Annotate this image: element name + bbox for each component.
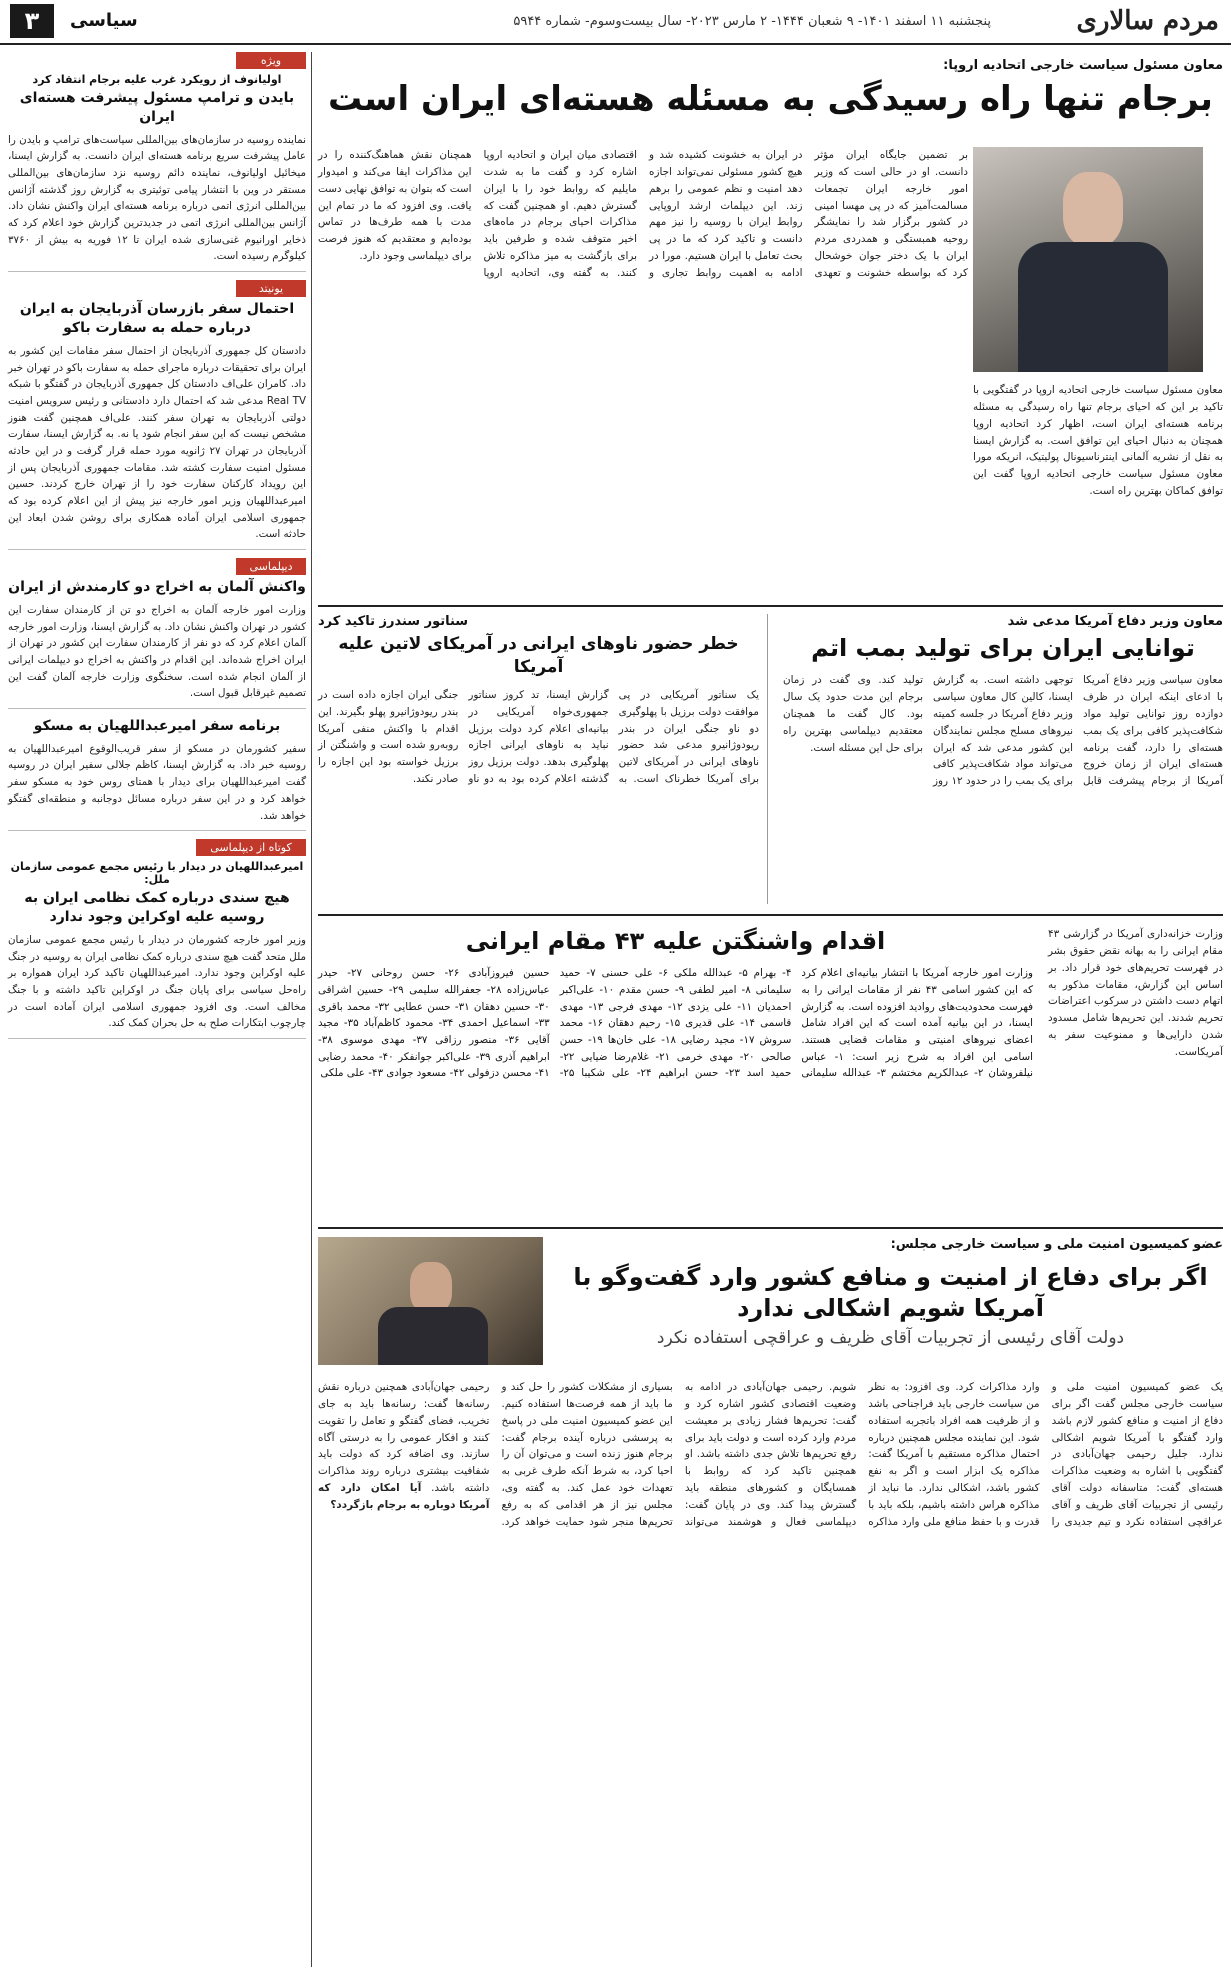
article-body: وزارت امور خارجه آلمان به اخراج دو تن از کارمندان سفارت این کشور در تهران واکنش نشان داد. به گزارش ایسنا، وزارت امور خارجه آلمان اعلام کرد که دو نفر از کارمندان سفارت این کشور در تهران از ایران اخراج شده‌اند. این اقدام در واکنش به اخراج دو دیپلمات ایرانی از آلمان انجام شده است. سخنگوی وزارت خارجه آلمان گفت این تصمیم غیرقابل قبول است. — [8, 603, 306, 700]
question: آیا امکان دارد که آمریکا دوباره به برجام بازگردد؟ — [318, 1482, 490, 1511]
kicker: اولیانوف از رویکرد غرب علیه برجام انتقاد کرد — [32, 73, 282, 86]
article-body: بر تضمین جایگاه ایران مؤثر دانست. او در حالی است که وزیر امور خارجه ایران تجمعات مسالمت‌آمیز که در پی مهسا امینی در کشور برگزار شد را نمایشگر روحیه همبستگی و همدردی مردم ایران با یک دختر جوان خوشحال کرد که بواسطه خشونت و تعهدی در ایران به خشونت کشیده شد و هیچ کشور مسئولی نمی‌تواند اجازه دهد امنیت و نظم عمومی را برهم زند. این دیپلمات ارشد اروپایی روابط ایران با روسیه را نیز مهم دانست و تاکید کرد که ما در پی بحث تعامل با ایران هستیم. مورا در ادامه به اهمیت روابط تجاری و اقتصادی میان ایران و اتحادیه اروپا اشاره کرد و گفت ما به شدت مایلیم که روابط خود را با ایران گسترش دهیم. او همچنین گفت که مذاکرات احیای برجام در ماه‌های اخیر متوقف شده و طرفین باید برای بازگشت به میز مذاکره تلاش کنند. به گفته وی، اتحادیه اروپا همچنان نقش هماهنگ‌کننده را در این مذاکرات ایفا می‌کند و امیدوار است که بتوان به توافق نهایی دست یافت. وی افزود که ما در تمام این مدت با همه طرف‌ها در تماس بوده‌ایم و معتقدیم که هنوز فرصت برای دیپلماسی وجود دارد. — [318, 149, 968, 279]
kicker: معاون مسئول سیاست خارجی اتحادیه اروپا: — [943, 58, 1223, 73]
headline: توانایی ایران برای تولید بمب اتم — [811, 634, 1195, 662]
section-tag: کوتاه از دیپلماسی — [196, 839, 306, 856]
names-list: ۱- عباس نیلفروشان ۲- عبدالکریم مختشم ۳- عبدالله سلیمانی ۴- بهرام ۵- عبدالله ملکی ۶- علی حسنی ۷- حمید سلیمانی ۸- امیر لطفی ۹- حسن مقدم ۱۰- علی‌اکبر احمدیان ۱۱- علی یزدی ۱۲- مهدی فرجی ۱۳- مهدی قاسمی ۱۴- علی قدیری ۱۵- رحیم دهقان ۱۶- محمد سروش ۱۷- مجید رضایی ۱۸- علی خان‌ها ۱۹- حسن صالحی ۲۰- مهدی خرمی ۲۱- غلام‌رضا ضیایی ۲۲- حمید اسد ۲۳- حسن ابراهیم ۲۴- علی شکیبا ۲۵- حسین فیروزآبادی ۲۶- حسن روحانی ۲۷- حیدر عباس‌زاده ۲۸- جعفرالله سلیمی ۲۹- حسین اشراقی ۳۰- حسین دهقان ۳۱- حسن عطایی ۳۲- محمد باقری ۳۳- اسماعیل احمدی ۳۴- محمود کاظم‌آباد ۳۵- مجید آقایی ۳۶- منصور رزاقی ۳۷- مهدی موسوی ۳۸- ابراهیم آذری ۳۹- علی‌اکبر جوانفکر ۴۰- محمد رضایی ۴۱- محسن دزفولی ۴۲- مسعود جوادی ۴۳- علی ملکی — [318, 967, 1033, 1080]
article-body: معاون سیاسی وزیر دفاع آمریکا با ادعای اینکه ایران در ظرف دوازده روز توانایی تولید مواد شکافت‌پذیر کافی برای یک بمب هسته‌ای را دارد، گفت برنامه هسته‌ای ایران از زمان خروج آمریکا از برجام پیشرفت قابل توجهی داشته است. به گزارش ایسنا، کالین کال معاون سیاسی وزیر دفاع آمریکا در جلسه کمیته نیروهای مسلح مجلس نمایندگان این کشور مدعی شد که ایران می‌تواند مواد شکافت‌پذیر کافی برای یک بمب را در حدود ۱۲ روز تولید کند. وی گفت در زمان برجام این مدت حدود یک سال بود. کال گفت ما همچنان معتقدیم دیپلماسی بهترین راه برای حل این مسئله است. — [783, 674, 1223, 788]
sidebar-item-germany — [8, 558, 306, 709]
kicker: عضو کمیسیون امنیت ملی و سیاست خارجی مجلس: — [890, 1237, 1223, 1252]
lead-story — [318, 52, 1223, 607]
article-body: نماینده روسیه در سازمان‌های بین‌المللی سیاست‌های ترامپ و بایدن را عامل پیشرفت سریع برنامه هسته‌ای ایران دانست. به گزارش ایسنا، میخائیل اولیانوف، نماینده دائم روسیه نزد سازمان‌های بین‌المللی مستقر در وین با انتشار پیامی توئیتری به گزارش روز گذشته آژانس بین‌المللی انرژی اتمی درباره برنامه هسته‌ای ایران واکنش نشان داد. آژانس بین‌المللی انرژی اتمی در جدیدترین گزارش خود اعلام کرد که ذخایر اورانیوم غنی‌سازی شده ایران تا ۱۲ فوریه به بیش از ۳۷۶۰ کیلوگرم رسیده است. — [8, 133, 306, 263]
story-sanctions — [318, 914, 1223, 1214]
article-body: دادستان کل جمهوری آذربایجان از احتمال سفر مقامات این کشور به ایران برای تحقیقات درباره ماجرای حمله به سفارت باکو در تهران خبر داد. کامران علی‌اف دادستان کل جمهوری آذربایجان در گفتگو با شبکه Real TV مدعی شد که احتمال دارد دادستانی و رئیس سرویس امنیت دولتی آذربایجان به تهران سفر کنند. علی‌اف همچنین گفت هنوز مشخص نیست که این سفر انجام شود یا نه. به گزارش ایسنا، سفارت آذربایجان در تهران ۲۷ ژانویه مورد حمله قرار گرفت و در این حادثه مسئول امنیت سفارت کشته شد. مقامات جمهوری آذربایجان پس از این رویداد کارکنان سفارت خود را از تهران خارج کردند. حسین امیرعبداللهیان وزیر امور خارجه نیز پیش از این اعلام کرده بود که جمهوری اسلامی ایران آماده همکاری برای روشن شدن ابعاد این حادثه است. — [8, 344, 306, 541]
kicker: معاون وزیر دفاع آمریکا مدعی شد — [1007, 614, 1223, 629]
story-interview — [318, 1227, 1223, 1967]
second-row — [318, 614, 1223, 909]
headline: برجام تنها راه رسیدگی به مسئله هسته‌ای ایران است — [328, 79, 1213, 119]
column-divider — [311, 52, 312, 1967]
section-tag: یونیتد — [236, 280, 306, 297]
intro-text: وزارت امور خارجه آمریکا با انتشار بیانیه‌ای اعلام کرد که این کشور اسامی ۴۳ نفر از مقامات ایرانی را به فهرست محدودیت‌های روادید افزوده است. به گزارش ایسنا، در این بیانیه آمده است که این افراد شامل اعضای نیروهای امنیتی و مقامات قضایی هستند. اسامی این افراد به شرح زیر است: — [801, 967, 1034, 1063]
sidebar-item-ulyanov — [8, 52, 306, 272]
headline: واکنش آلمان به اخراج دو کارمندش از ایران — [8, 579, 306, 595]
interview-head — [558, 1237, 1223, 1348]
kicker: سناتور سندرز تاکید کرد — [318, 614, 469, 629]
sidebar-item-azerbaijan — [8, 280, 306, 550]
photo-rahimi — [318, 1237, 543, 1365]
headline: اگر برای دفاع از امنیت و منافع کشور وارد گفت‌وگو با آمریکا شویم اشکالی ندارد — [573, 1263, 1208, 1323]
body-text: یک عضو کمیسیون امنیت ملی و سیاست خارجی مجلس گفت اگر برای دفاع از امنیت و منافع کشور لازم باشد وارد گفتگو با آمریکا شویم اشکالی ندارد. جلیل رحیمی جهان‌آبادی در گفتگویی با اشاره به وضعیت مذاکرات هسته‌ای گفت: متاسفانه دولت آقای رئیسی از تجربیات آقای ظریف و آقای عراقچی استفاده نکرد و تیم جدیدی را وارد مذاکرات کرد. وی افزود: به نظر من سیاست خارجی باید فراجناحی باشد و از ظرفیت همه افراد باتجربه استفاده شود. این نماینده مجلس همچنین درباره احتمال مذاکره مستقیم با آمریکا گفت: مذاکره یک ابزار است و اگر به نفع کشور باشد، اشکالی ندارد. ما نباید از مذاکره هراس داشته باشیم، بلکه باید با قدرت و با حفظ منافع ملی وارد مذاکره شویم. رحیمی جهان‌آبادی در ادامه به وضعیت اقتصادی کشور اشاره کرد و گفت: تحریم‌ها فشار زیادی بر معیشت مردم وارد کرده است و دولت باید برای رفع تحریم‌ها تلاش جدی داشته باشد. او همچنین تاکید کرد که روابط با همسایگان و کشورهای منطقه باید گسترش پیدا کند. وی در پایان گفت: دیپلماسی فعال و هوشمند می‌تواند بسیاری از مشکلات کشور را حل کند و ما باید از همه فرصت‌ها استفاده کنیم. این عضو کمیسیون امنیت ملی در پاسخ به پرسشی درباره آینده برجام گفت: برجام هنوز زنده است و می‌توان آن را احیا کرد، به شرط آنکه طرف غربی به تعهدات خود عمل کند. به گفته وی، مجلس نیز از هر اقدامی که به رفع تحریم‌ها منجر شود حمایت خواهد کرد. رحیمی جهان‌آبادی همچنین درباره نقش رسانه‌ها گفت: رسانه‌ها باید به جای تخریب، فضای گفتگو و تعامل را تقویت کنند و افکار عمومی را به درستی آگاه سازند. وی اضافه کرد که دولت باید شفافیت بیشتری درباره روند مذاکرات داشته باشد. — [318, 1381, 1223, 1528]
photo-enrique-mora — [973, 147, 1203, 372]
article-body — [318, 1379, 1223, 1964]
article-body: وزیر امور خارجه کشورمان در دیدار با رئیس مجمع عمومی سازمان ملل متحد گفت هیچ سندی درباره کمک نظامی ایران به روسیه در جنگ علیه اوکراین وجود ندارد. امیرعبداللهیان تاکید کرد ایران همواره بر راه‌حل سیاسی برای پایان جنگ در اوکراین تاکید داشته و با جنگ مخالف است. وی افزود جمهوری اسلامی ایران آماده است در چارچوب ابتکارات صلح به حل بحران کمک کند. — [8, 933, 306, 1030]
kicker: امیرعبداللهیان در دیدار با رئیس مجمع عمومی سازمان ملل: — [10, 860, 304, 887]
headline: بایدن و ترامپ مسئول پیشرفت هسته‌ای ایران — [19, 90, 295, 125]
headline: خطر حضور ناوهای ایرانی در آمریکای لاتین علیه آمریکا — [338, 634, 739, 677]
sidebar-text: وزارت خزانه‌داری آمریکا در گزارشی ۴۳ مقام ایرانی را به بهانه نقض حقوق بشر در فهرست تحریم‌های خود قرار داد. بر اساس این گزارش، مقامات مذکور به اتهام دست داشتن در سرکوب اعتراضات تحریم شدند. این تحریم‌ها شامل مسدود شدن دارایی‌ها و ممنوعیت سفر به آمریکاست. — [1048, 928, 1223, 1058]
section-tag: دیپلماسی — [236, 558, 306, 575]
masthead — [0, 0, 1231, 45]
sanctions-text — [318, 965, 1033, 1082]
photo-suit — [1018, 242, 1168, 372]
section-name: سیاسی — [70, 10, 138, 31]
story-bomb — [783, 614, 1223, 904]
headline: اقدام واشنگتن علیه ۴۳ مقام ایرانی — [465, 927, 886, 955]
page-number: ۳ — [10, 4, 54, 38]
article-body: سفیر کشورمان در مسکو از سفر قریب‌الوقوع امیرعبداللهیان به روسیه خبر داد. به گزارش ایسنا، کاظم جلالی سفیر ایران در روسیه گفت امیرعبداللهیان برای دیدار با همتای روس خود به مسکو سفر خواهد کرد و در این سفر درباره مسائل دوجانبه و منطقه‌ای گفتگو خواهد شد. — [8, 742, 306, 822]
article-body: یک سناتور آمریکایی در پی موافقت دولت برزیل با پهلوگیری دو ناو جنگی ایران در بندر ریودوژانیرو مدعی شد حضور ناوهای ایرانی در آمریکای لاتین برای آمریکا خطرناک است. به گزارش ایسنا، تد کروز سناتور جمهوری‌خواه آمریکایی در بیانیه‌ای اعلام کرد دولت برزیل نباید به ناوهای ایرانی اجازه پهلوگیری بدهد. دولت برزیل روز گذشته اعلام کرده بود به دو ناو جنگی ایران اجازه داده است در بندر ریودوژانیرو پهلو بگیرند. این اقدام با واکنش منفی آمریکا روبه‌رو شده است و واشنگتن از برزیل خواسته بود این اجازه را صادر نکند. — [318, 688, 759, 786]
main-content — [318, 52, 1223, 1967]
photo-suit — [378, 1307, 488, 1365]
headline: هیچ سندی درباره کمک نظامی ایران به روسیه علیه اوکراین وجود ندارد — [24, 890, 290, 926]
newspaper-logo: مردم سالاری — [1076, 6, 1219, 36]
photo-face — [1063, 172, 1123, 247]
story-ships — [318, 614, 768, 904]
sidebar — [8, 52, 306, 1967]
subhead: دولت آقای رئیسی از تجربیات آقای ظریف و عراقچی استفاده نکرد — [656, 1328, 1125, 1349]
sidebar-item-moscow — [8, 717, 306, 831]
section-tag: ویژه — [236, 52, 306, 69]
issue-info: پنجشنبه ۱۱ اسفند ۱۴۰۱- ۹ شعبان ۱۴۴۴- ۲ مارس ۲۰۲۳- سال بیست‌وسوم- شماره ۵۹۴۴ — [513, 14, 991, 29]
headline: برنامه سفر امیرعبداللهیان به مسکو — [33, 717, 281, 734]
headline: احتمال سفر بازرسان آذربایجان به ایران درباره حمله به سفارت باکو — [19, 301, 295, 337]
sidebar-item-un — [8, 839, 306, 1039]
lede: معاون مسئول سیاست خارجی اتحادیه اروپا در گفتگویی با تاکید بر این که احیای برجام تنها راه رسیدگی به مسئله برنامه هسته‌ای ایران است، اظهار کرد اتحادیه اروپا همچنان به دنبال احیای این توافق است. به گزارش ایسنا به نقل از نشریه آلمانی اینترناسیونال پولیتیک، انریکه مورا معاون مسئول سیاست خارجی اتحادیه اروپا گفت این توافق کماکان بهترین راه است. — [973, 384, 1223, 498]
sanctions-main — [318, 926, 1033, 1206]
